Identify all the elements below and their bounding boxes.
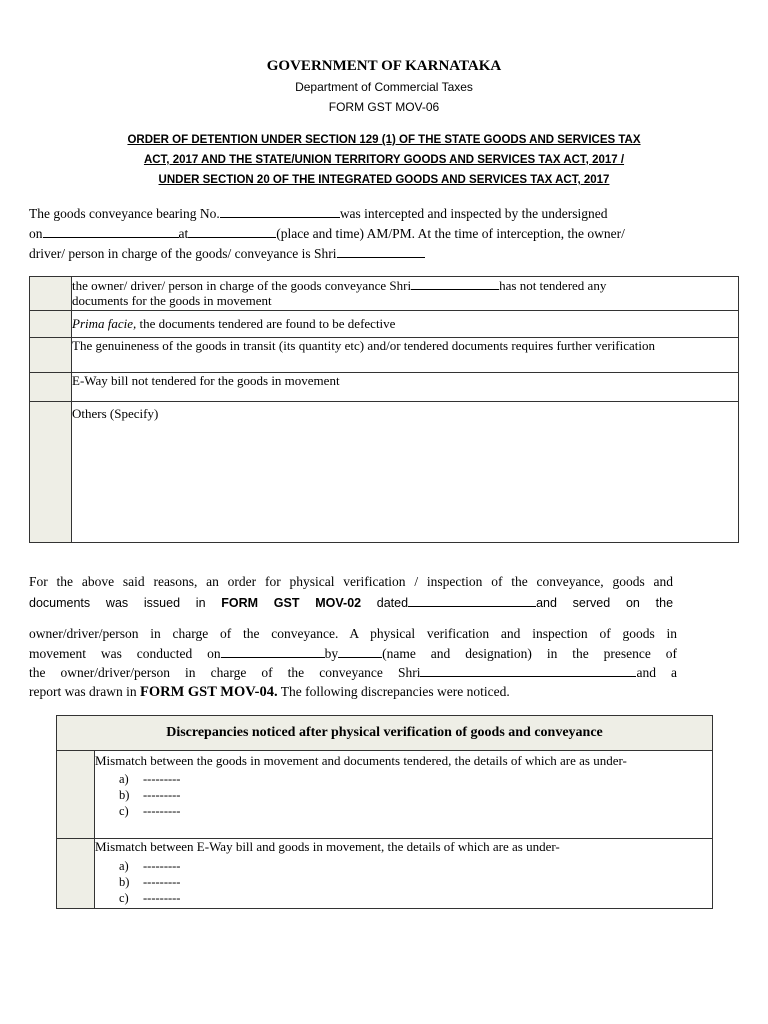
discrepancy-text xyxy=(95,839,713,909)
intro-line-2 xyxy=(29,224,739,244)
conveyance-number-blank[interactable] xyxy=(220,205,340,218)
discrepancy-description: Mismatch between the goods in movement and documents tendered, the details of which are as under- xyxy=(95,753,627,768)
reason-checkbox[interactable] xyxy=(30,402,72,543)
person-name-blank[interactable] xyxy=(337,245,425,258)
detention-reasons-table xyxy=(29,276,739,543)
item-label: c) xyxy=(119,891,129,905)
item-label: b) xyxy=(119,875,130,889)
intro-text: was intercepted and inspected by the undersigned xyxy=(339,206,608,221)
verification-text: and served on the xyxy=(536,596,674,610)
reason-row xyxy=(30,277,739,311)
order-title-line-2: ACT, 2017 AND THE STATE/UNION TERRITORY GOODS AND SERVICES TAX ACT, 2017 / xyxy=(143,154,625,166)
intro-line-3 xyxy=(29,244,739,264)
reason-checkbox[interactable] xyxy=(30,277,72,311)
form-number: FORM GST MOV-06 xyxy=(328,100,440,114)
verification-text: documents was issued in xyxy=(29,596,206,610)
discrepancy-row xyxy=(57,751,713,839)
intro-paragraph xyxy=(29,204,739,264)
discrepancy-description: Mismatch between E-Way bill and goods in movement, the details of which are as under- xyxy=(95,839,560,854)
dated-blank[interactable] xyxy=(408,594,536,607)
form-reference: FORM GST MOV-02 xyxy=(221,596,362,610)
verification-text: and a xyxy=(636,665,677,680)
reason-text xyxy=(72,311,739,338)
discrepancy-item xyxy=(119,771,712,787)
verification-text: dated xyxy=(376,596,409,610)
item-value[interactable]: --------- xyxy=(143,804,181,818)
date-blank[interactable] xyxy=(43,225,179,238)
intro-text: The goods conveyance bearing No. xyxy=(29,206,220,221)
item-value[interactable]: --------- xyxy=(143,891,181,905)
verification-line-5 xyxy=(29,663,677,683)
reason-text-part: the documents tendered are found to be defective xyxy=(136,316,396,331)
intro-text: at xyxy=(178,226,189,241)
reason-row xyxy=(30,311,739,338)
item-value[interactable]: --------- xyxy=(143,875,181,889)
discrepancy-checkbox[interactable] xyxy=(57,839,95,909)
discrepancies-header-row xyxy=(57,716,713,751)
reason-checkbox[interactable] xyxy=(30,338,72,373)
discrepancy-item xyxy=(119,858,712,874)
discrepancy-item xyxy=(119,803,712,819)
reason-text-part: the owner/ driver/ person in charge of the goods conveyance Shri xyxy=(72,278,412,293)
reason-text-part: has not tendered any xyxy=(499,278,607,293)
verification-text: the owner/driver/person in charge of the conveyance Shri xyxy=(29,665,421,680)
place-time-blank[interactable] xyxy=(188,225,276,238)
reason-checkbox[interactable] xyxy=(30,373,72,402)
verification-text: report was drawn in xyxy=(29,684,140,699)
item-label: a) xyxy=(119,772,129,786)
intro-text: driver/ person in charge of the goods/ conveyance is Shri xyxy=(29,246,337,261)
item-label: c) xyxy=(119,804,129,818)
intro-text: on xyxy=(29,226,43,241)
verification-line-3: owner/driver/person in charge of the conveyance. A physical verification and inspection of goods in xyxy=(29,626,677,641)
discrepancies-title: Discrepancies noticed after physical verification of goods and conveyance xyxy=(57,716,713,751)
intro-line-1 xyxy=(29,204,739,224)
reason-text: Others (Specify) xyxy=(72,402,739,543)
discrepancy-row xyxy=(57,839,713,909)
verification-text: (name and designation) in the presence of xyxy=(382,646,677,661)
reason-row xyxy=(30,338,739,373)
item-label: a) xyxy=(119,859,129,873)
discrepancy-item xyxy=(119,874,712,890)
government-heading: GOVERNMENT OF KARNATAKA xyxy=(266,58,502,74)
discrepancy-text xyxy=(95,751,713,839)
officer-blank[interactable] xyxy=(338,645,382,658)
item-value[interactable]: --------- xyxy=(143,859,181,873)
discrepancies-table xyxy=(56,715,713,909)
reason-row xyxy=(30,402,739,543)
reason-italic: Prima facie, xyxy=(72,316,137,331)
item-label: b) xyxy=(119,788,130,802)
reason-row xyxy=(30,373,739,402)
reason-text: E-Way bill not tendered for the goods in movement xyxy=(72,373,739,402)
discrepancy-item xyxy=(119,787,712,803)
verification-line-6 xyxy=(29,682,689,702)
verification-text: The following discrepancies were noticed. xyxy=(277,684,510,699)
reason-text-part: documents for the goods in movement xyxy=(72,293,272,308)
discrepancy-items xyxy=(95,858,712,906)
reason-text: The genuineness of the goods in transit (its quantity etc) and/or tendered documents requires further verification xyxy=(72,338,739,373)
reason-name-blank[interactable] xyxy=(411,277,499,290)
discrepancy-items xyxy=(95,771,712,819)
form-reference: FORM GST MOV-04. xyxy=(139,684,278,700)
conducted-date-blank[interactable] xyxy=(221,645,325,658)
department-name: Department of Commercial Taxes xyxy=(295,80,473,94)
verification-line-1: For the above said reasons, an order for physical verification / inspection of the conveyance, goods and xyxy=(29,574,673,589)
reason-checkbox[interactable] xyxy=(30,311,72,338)
verification-line-2 xyxy=(29,593,673,613)
item-value[interactable]: --------- xyxy=(143,772,181,786)
order-title-line-1: ORDER OF DETENTION UNDER SECTION 129 (1) OF THE STATE GOODS AND SERVICES TAX xyxy=(127,134,641,146)
verification-text: movement was conducted on xyxy=(29,646,221,661)
discrepancy-checkbox[interactable] xyxy=(57,751,95,839)
verification-line-4 xyxy=(29,644,677,664)
intro-text: (place and time) AM/PM. At the time of interception, the owner/ xyxy=(276,226,625,241)
verification-text: by xyxy=(324,646,339,661)
order-title-line-3: UNDER SECTION 20 OF THE INTEGRATED GOODS AND SERVICES TAX ACT, 2017 xyxy=(158,174,610,186)
discrepancy-item xyxy=(119,890,712,906)
item-value[interactable]: --------- xyxy=(143,788,181,802)
witness-name-blank[interactable] xyxy=(420,664,636,677)
reason-text xyxy=(72,277,739,311)
